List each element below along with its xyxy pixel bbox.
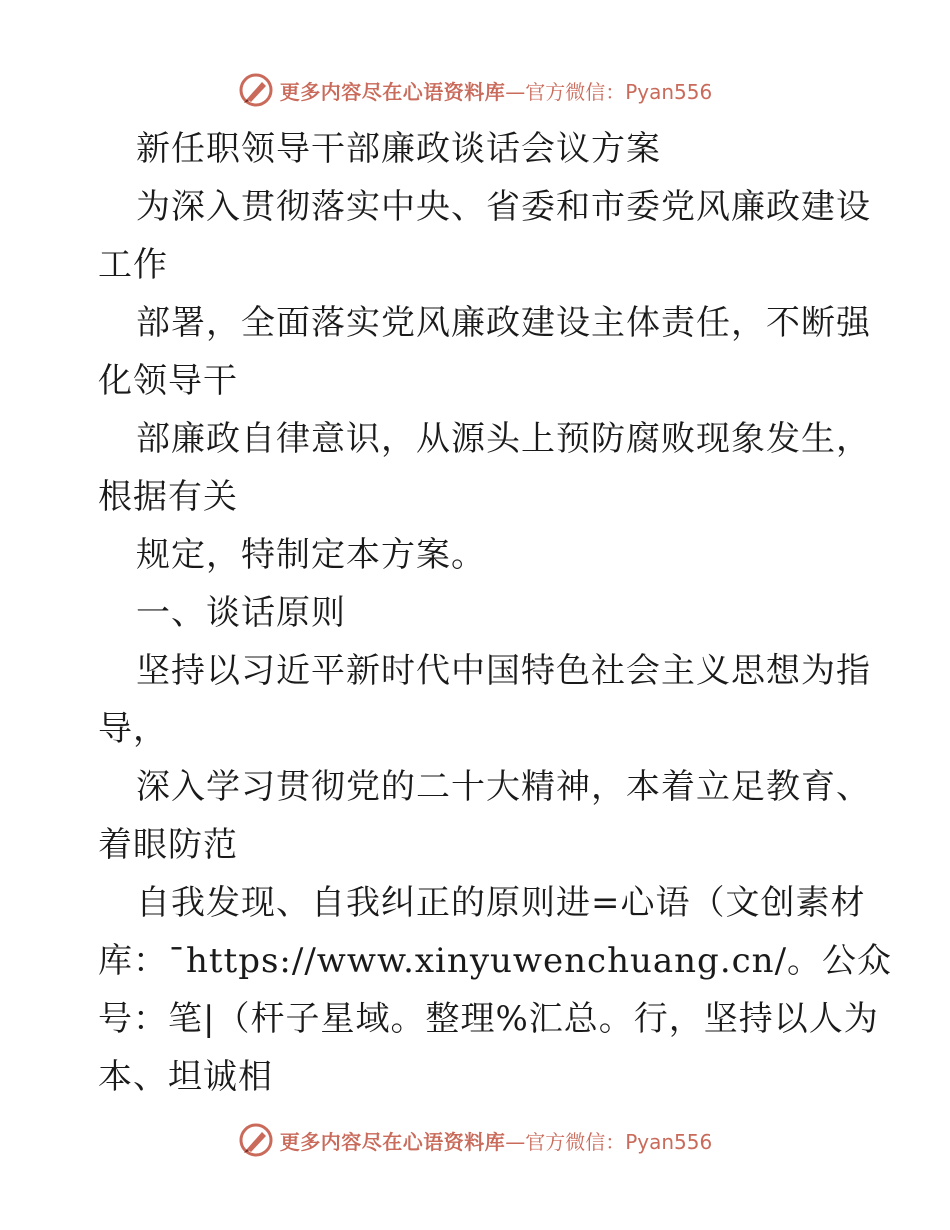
document-title: 新任职领导干部廉政谈话会议方案 [136, 129, 661, 169]
watermark-slogan: 更多内容尽在心语资料库 [279, 79, 506, 104]
watermark-wechat: —官方微信：Pyan556 [505, 1129, 713, 1154]
document-body [98, 120, 893, 1106]
watermark-slogan: 更多内容尽在心语资料库 [279, 1129, 506, 1154]
text-line: 着眼防范 [98, 825, 238, 865]
section-heading: 一、谈话原则 [136, 593, 346, 633]
text-line: 化领导干 [98, 361, 238, 401]
text-line: 库：¯https://www.xinyuwenchuang.cn/。公众 [98, 941, 893, 981]
text-line: 根据有关 [98, 477, 238, 517]
text-line: 导， [98, 709, 168, 749]
text-line: 为深入贯彻落实中央、省委和市委党风廉政建设 [136, 187, 871, 227]
text-line: 部署，全面落实党风廉政建设主体责任，不断强 [136, 303, 871, 343]
text-line: 工作 [98, 245, 168, 285]
watermark-banner-bottom [0, 1122, 950, 1158]
watermark-banner-top [0, 72, 950, 108]
pen-logo-icon [238, 72, 274, 108]
text-line: 深入学习贯彻党的二十大精神，本着立足教育、 [136, 767, 871, 807]
text-line: 坚持以习近平新时代中国特色社会主义思想为指 [136, 651, 871, 691]
text-line: 规定，特制定本方案。 [136, 535, 486, 575]
pen-logo-icon [238, 1122, 274, 1158]
text-line: 部廉政自律意识，从源头上预防腐败现象发生， [136, 419, 871, 459]
text-line: 号：笔|（杆子星域。整理%汇总。行，坚持以人为 [98, 999, 879, 1039]
text-line: 自我发现、自我纠正的原则进=心语（文创素材 [136, 883, 866, 923]
watermark-wechat: —官方微信：Pyan556 [505, 79, 713, 104]
text-line: 本、坦诚相 [98, 1057, 273, 1097]
